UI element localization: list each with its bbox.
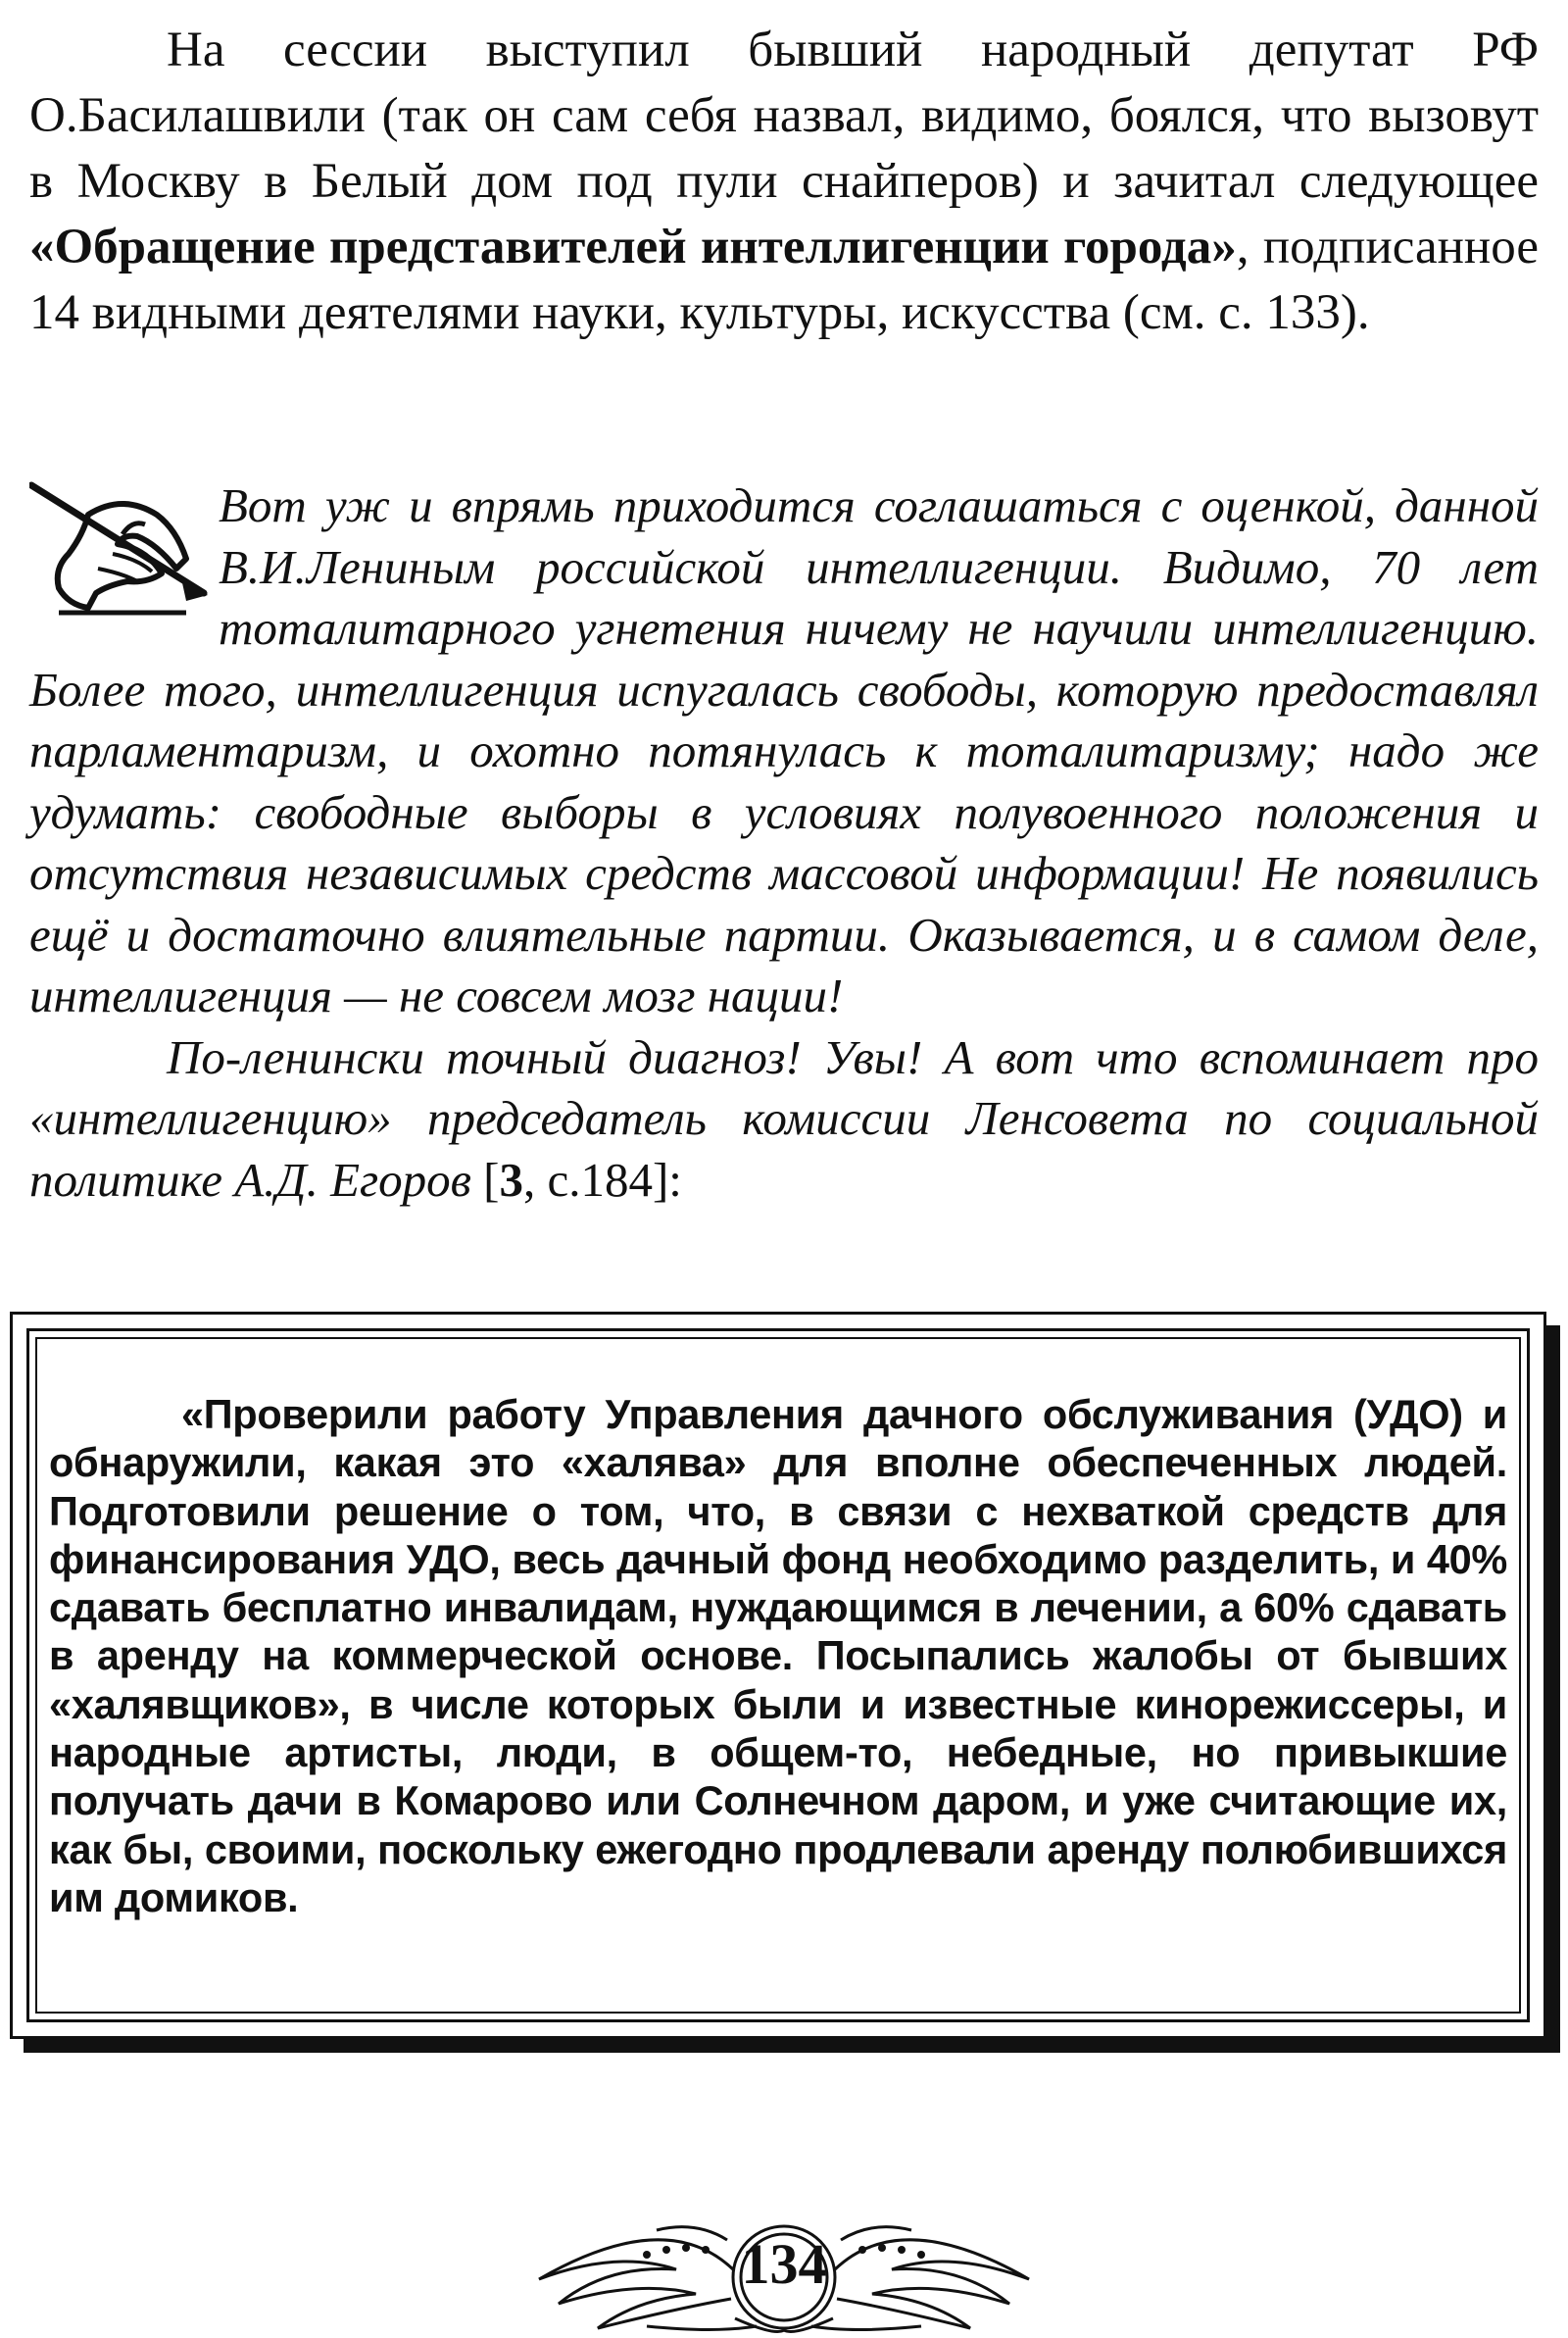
quote-introduction-text: По-ленински точный диагноз! Увы! А вот что вспоминает про «интеллигенцию» председатель комиссии Ленсовета по социальной политике А.Д. Егоров [29,1029,1539,1207]
quote-text: «Проверили работу Управления дачного обслуживания (УДО) и обнаружили, какая это «халява» для вполне обеспеченных людей. Подготовили решение о том, что, в связи с нехваткой средств для финансирования УДО, весь дачный фонд необходимо разделить, и 40% сдавать бесплатно инвалидам, нуждающимся в лечении, а 60% сдавать в аренду на коммерческой основе. Посыпались жалобы от бывших «халявщиков», в числе которых были и известные кинорежиссеры, и народные артисты, люди, в общем-то, небедные, но привыкшие получать дачи в Комарово или Солнечном даром, и уже считающие их, как бы, своими, поскольку ежегодно продлевали аренду полюбившихся им домиков. [49,1391,1507,1920]
citation-reference: [3, с.184]: [483,1152,682,1207]
page-number: 134 [741,2232,827,2296]
comment-paragraph: Вот уж и впрямь приходится соглашаться с оценкой, данной В.И.Лениным российской интеллигенции. Видимо, 70 лет тоталитарного угнетения ничему не научили интеллигенцию. Более того, интеллигенция испугалась свободы, которую предоставлял парламентаризм, и охотно потянулась к тоталитаризму; надо же удумать: свободные выборы в условиях полувоенного положения и отсутствия независимых средств массовой информации! Не появились ещё и достаточно влиятельные партии. Оказывается, и в самом деле, интеллигенция — не совсем мозг нации! [29,478,1539,1022]
intro-paragraph [29,18,1539,346]
citation-number: 3 [499,1152,523,1207]
intro-text-end: , подписанное 14 видными деятелями науки, культуры, искусства (см. с. 133). [29,220,1539,340]
appeal-title: «Обращение представителей интеллигенции города» [29,220,1237,274]
quote-introduction [29,1027,1539,1212]
author-comment [29,475,1539,1211]
intro-text-start: На сессии выступил бывший народный депутат РФ О.Басилашвили (так он сам себя назвал, видимо, боялся, что вызовут в Москву в Белый дом под пули снайперов) и зачитал следующее [29,23,1539,209]
pen-writing-hand-icon [29,475,211,622]
